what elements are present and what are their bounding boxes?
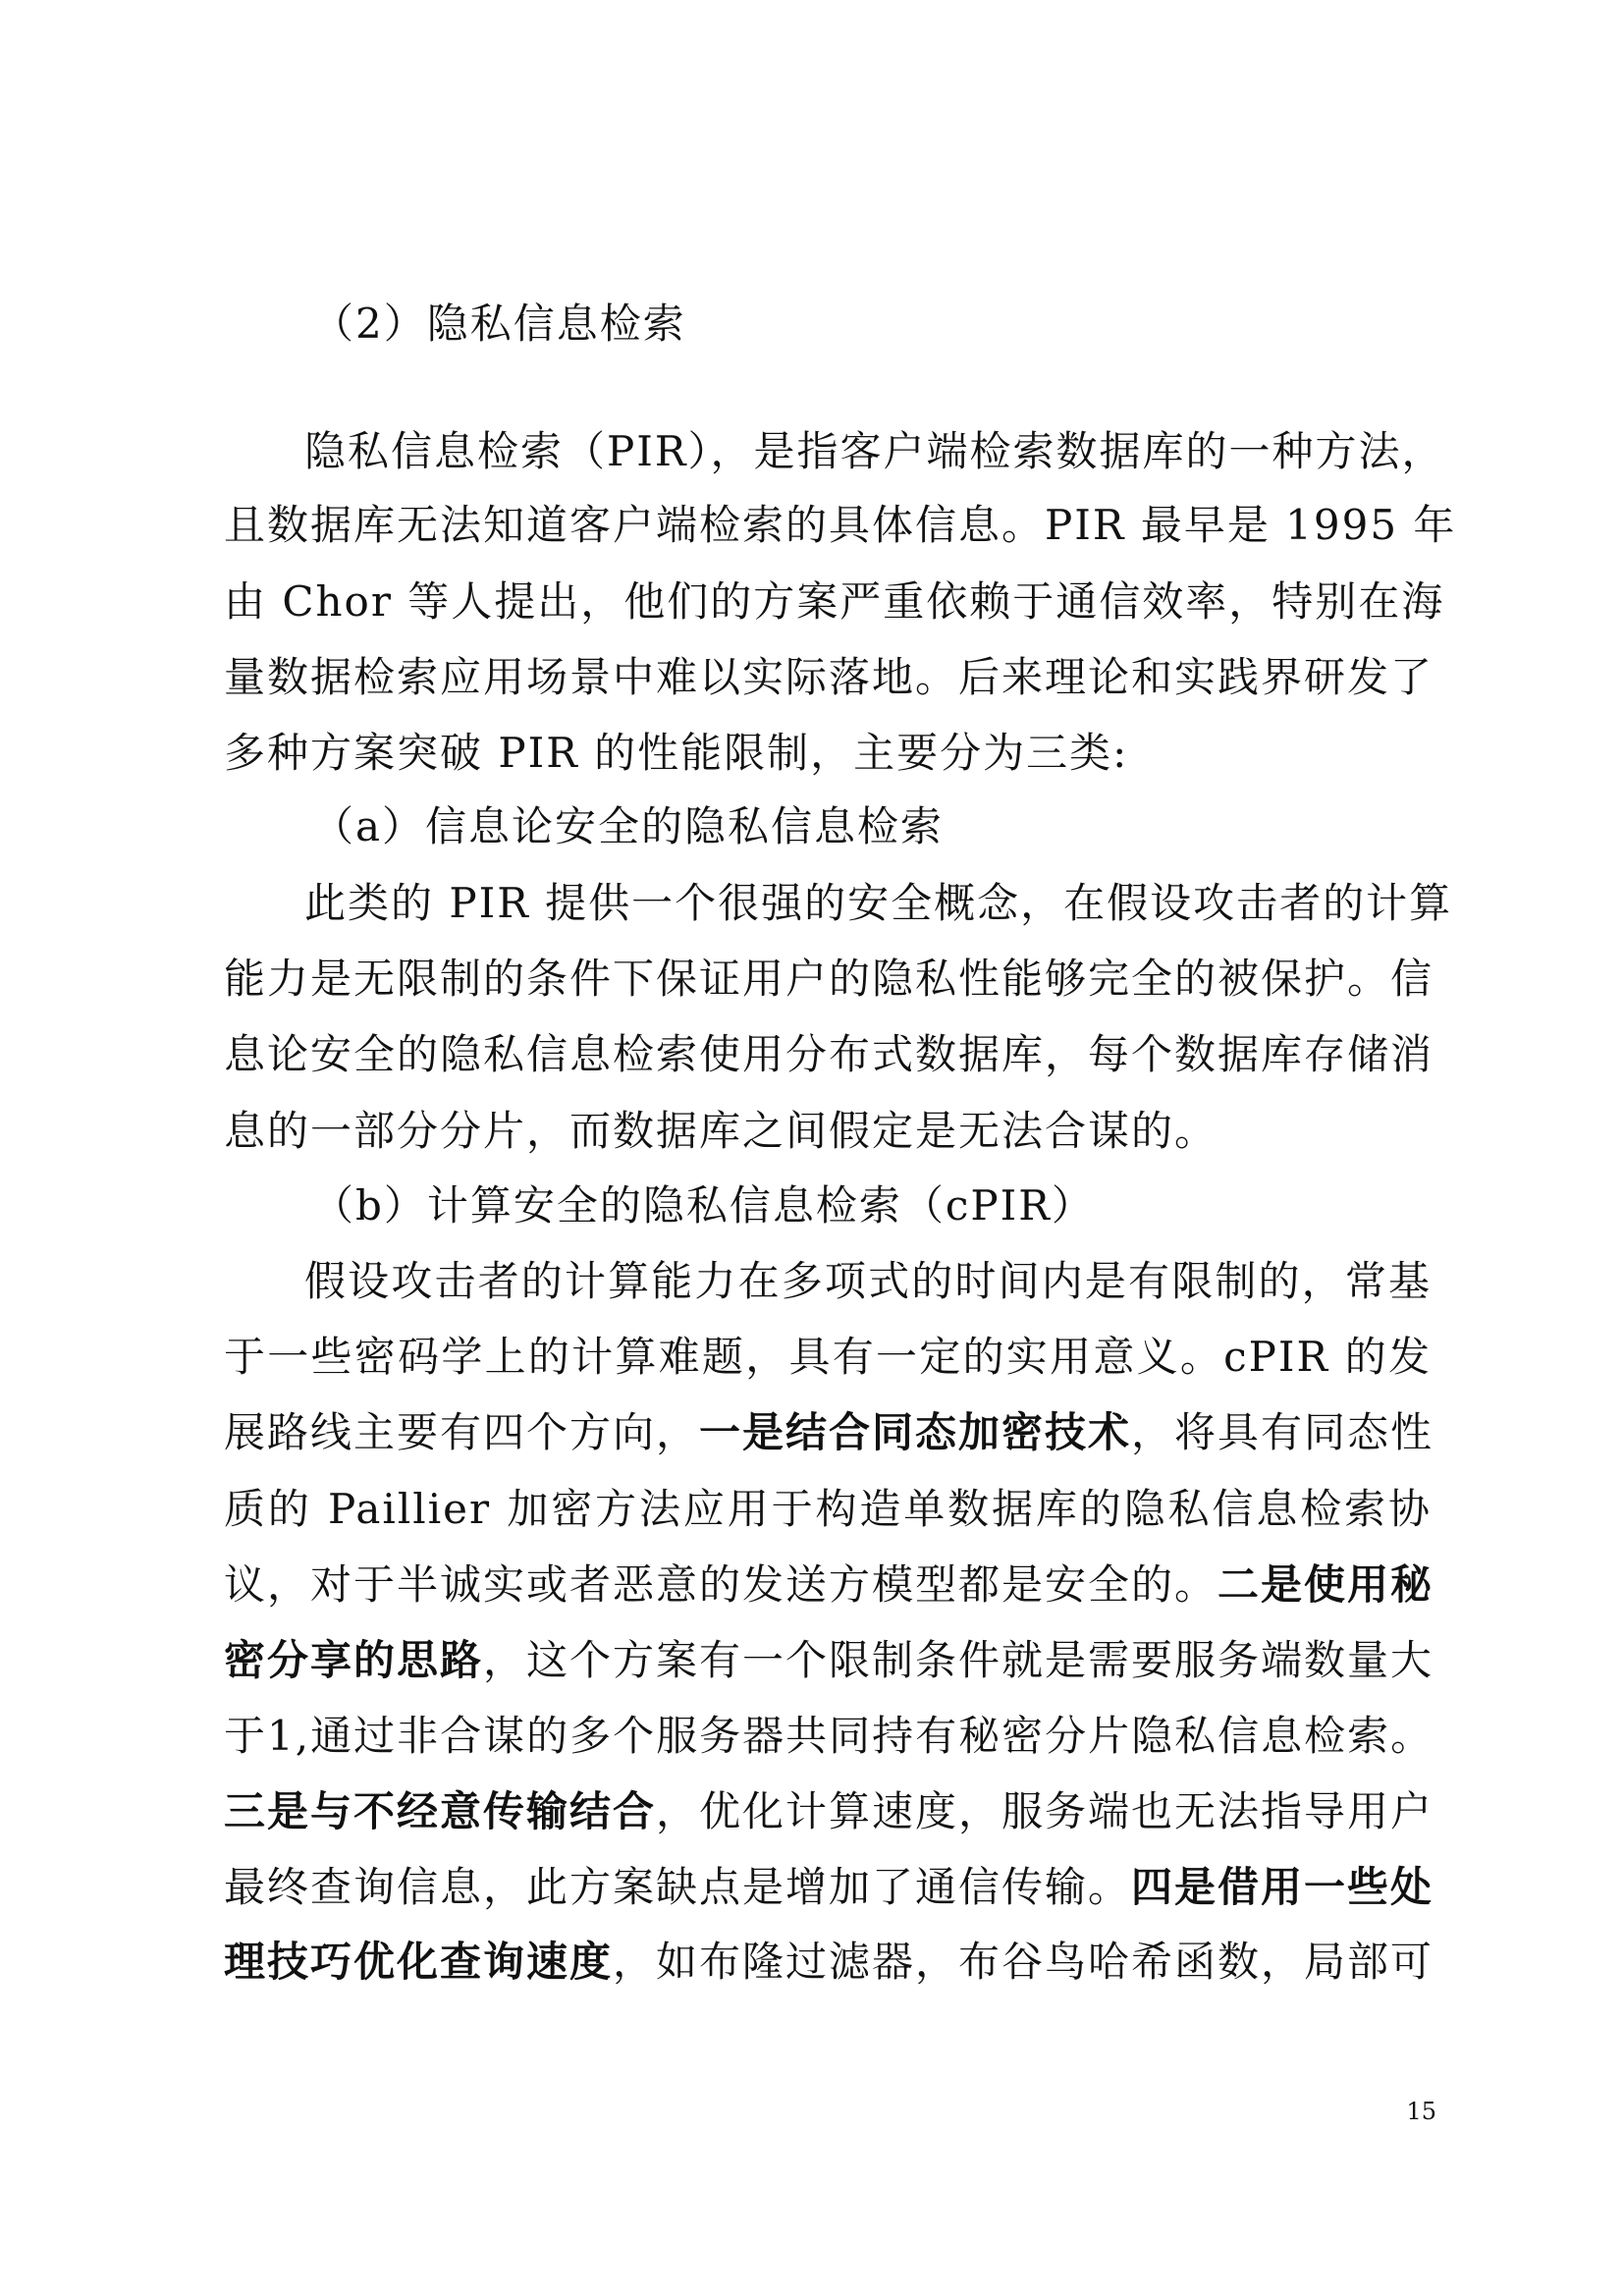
- paragraph-line: 质的 Paillier 加密方法应用于构造单数据库的隐私信息检索协: [224, 1485, 1432, 1533]
- subsection-heading-b: （b）计算安全的隐私信息检索（cPIR）: [312, 1181, 1095, 1230]
- paragraph-line: 能力是无限制的条件下保证用户的隐私性能够完全的被保护。信: [224, 955, 1434, 1003]
- text-run: ，优化计算速度，服务端也无法指导用户: [656, 1787, 1434, 1835]
- emphasis-text: 理技巧优化查询速度: [224, 1938, 614, 1986]
- paragraph-line: [224, 1556, 1432, 1614]
- paragraph-line: [224, 1403, 1432, 1462]
- emphasis-text: 四是借用一些处: [1131, 1863, 1434, 1911]
- text-run: ，这个方案有一个限制条件就是需要服务端数量大: [483, 1636, 1434, 1684]
- section-heading: （2）隐私信息检索: [312, 300, 686, 348]
- page-number: 15: [1406, 2098, 1436, 2125]
- emphasis-text: 二是使用秘: [1217, 1560, 1434, 1609]
- text-run: 议，对于半诚实或者恶意的发送方模型都是安全的。: [224, 1560, 1218, 1609]
- text-run: ，将具有同态性: [1131, 1408, 1434, 1456]
- paragraph-line: 于1,通过非合谋的多个服务器共同持有秘密分片隐私信息检索。: [224, 1712, 1434, 1760]
- paragraph-line: 多种方案突破 PIR 的性能限制，主要分为三类:: [224, 729, 1129, 777]
- paragraph-line: 息论安全的隐私信息检索使用分布式数据库，每个数据库存储消: [224, 1030, 1434, 1078]
- text-run: 展路线主要有四个方向，: [224, 1408, 700, 1456]
- paragraph-line: 量数据检索应用场景中难以实际落地。后来理论和实践界研发了: [224, 653, 1434, 701]
- paragraph-line: [224, 1631, 1432, 1690]
- paragraph-line: 由 Chor 等人提出，他们的方案严重依赖于通信效率，特别在海: [224, 577, 1445, 626]
- emphasis-text: 三是与不经意传输结合: [224, 1787, 657, 1835]
- paragraph-line: [224, 1933, 1432, 1992]
- paragraph-line: [224, 1782, 1432, 1841]
- paragraph-line: 假设攻击者的计算能力在多项式的时间内是有限制的，常基: [304, 1257, 1432, 1305]
- text-run: ，如布隆过滤器，布谷鸟哈希函数，局部可: [613, 1938, 1434, 1986]
- paragraph-line: [224, 1858, 1432, 1917]
- emphasis-text: 一是结合同态加密技术: [699, 1408, 1132, 1456]
- paragraph-line: 且数据库无法知道客户端检索的具体信息。PIR 最早是 1995 年: [224, 501, 1457, 549]
- text-run: 最终查询信息，此方案缺点是增加了通信传输。: [224, 1863, 1132, 1911]
- emphasis-text: 密分享的思路: [224, 1636, 484, 1684]
- paragraph-line: 隐私信息检索（PIR），是指客户端检索数据库的一种方法，: [304, 427, 1445, 475]
- paragraph-line: 于一些密码学上的计算难题，具有一定的实用意义。cPIR 的发: [224, 1333, 1432, 1381]
- paragraph-line: 此类的 PIR 提供一个很强的安全概念，在假设攻击者的计算: [304, 879, 1453, 927]
- subsection-heading-a: （a）信息论安全的隐私信息检索: [312, 802, 945, 850]
- paragraph-line: 息的一部分分片，而数据库之间假定是无法合谋的。: [224, 1107, 1218, 1155]
